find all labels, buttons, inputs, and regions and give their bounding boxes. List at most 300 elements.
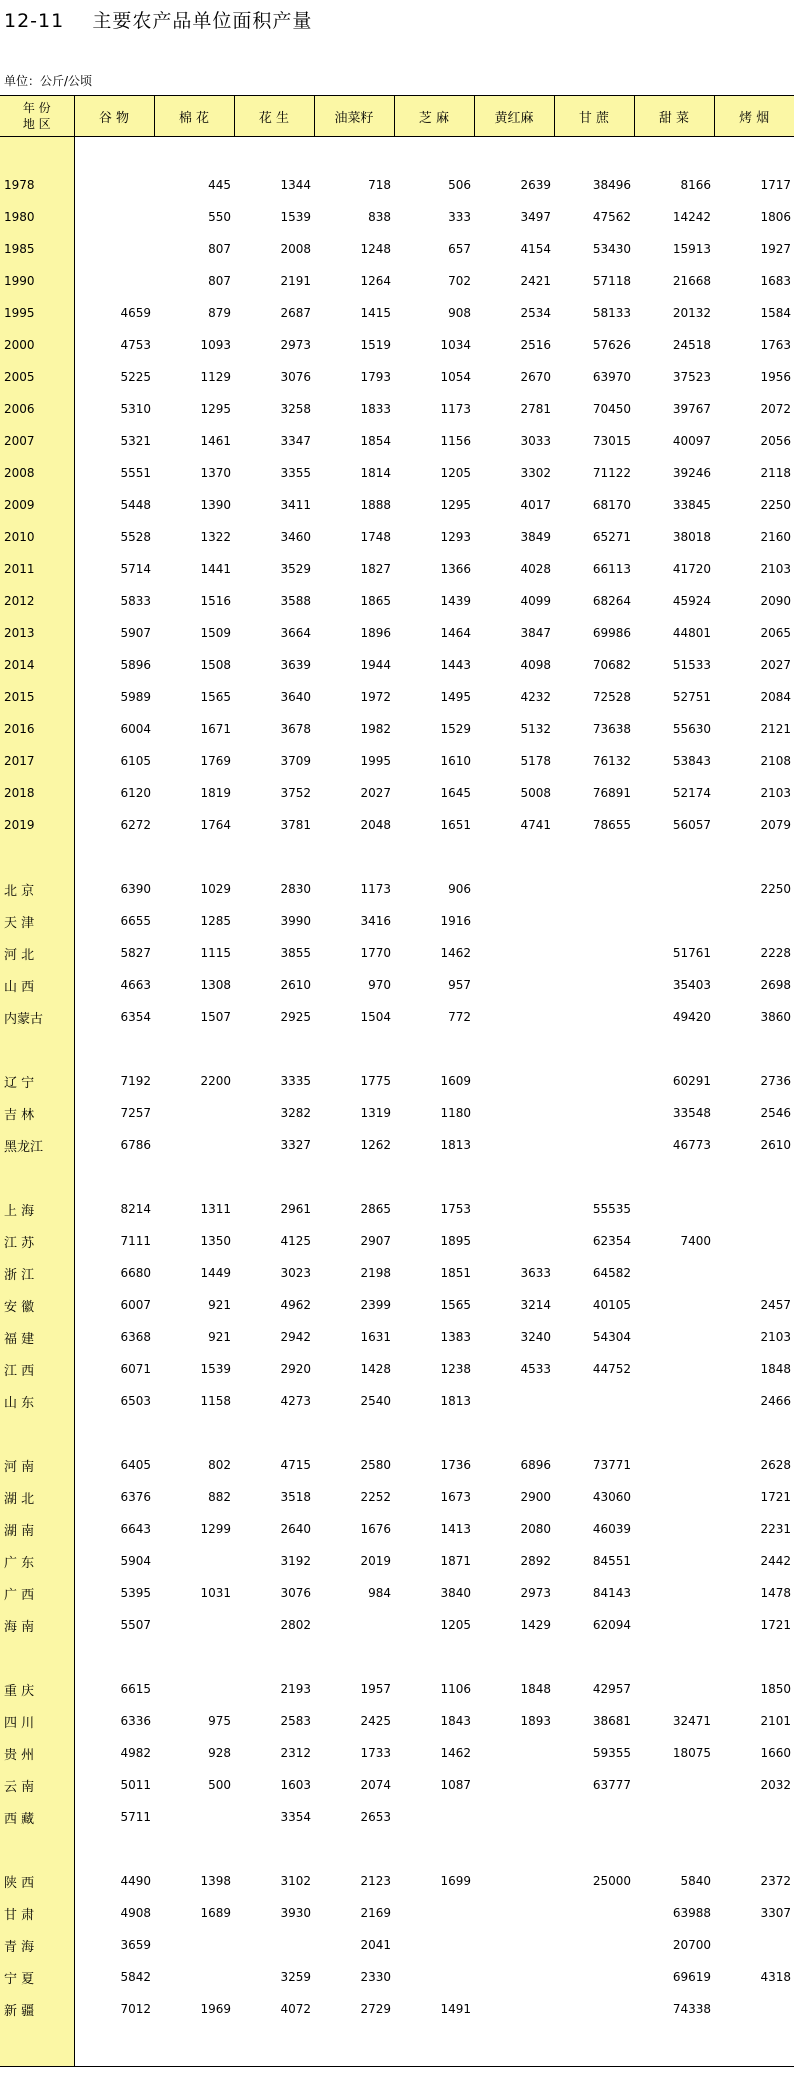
region-row <box>0 1769 794 1801</box>
spacer-cell <box>554 841 634 873</box>
value-cell: 68264 <box>592 594 631 608</box>
value-cell: 5178 <box>520 754 551 768</box>
value-cell: 957 <box>448 978 471 992</box>
value-cell: 970 <box>368 978 391 992</box>
spacer-cell <box>554 1833 634 1865</box>
value-cell: 70682 <box>592 658 631 672</box>
value-cell: 1748 <box>360 530 391 544</box>
value-cell: 52751 <box>672 690 711 704</box>
value-cell: 2399 <box>360 1298 391 1312</box>
region-row <box>0 1225 794 1257</box>
col-header-grain: 谷 物 <box>74 96 154 137</box>
value-cell: 657 <box>448 242 471 256</box>
spacer-row-group <box>0 1641 794 1673</box>
region-row <box>0 1065 794 1097</box>
region-label: 四 川 <box>0 1705 74 1737</box>
value-cell: 802 <box>208 1458 231 1472</box>
value-cell: 39767 <box>672 402 711 416</box>
value-cell: 2781 <box>520 402 551 416</box>
value-cell: 2027 <box>360 786 391 800</box>
value-cell: 2250 <box>760 882 791 896</box>
value-cell <box>474 1385 554 1417</box>
value-cell: 3282 <box>280 1106 311 1120</box>
value-cell: 6643 <box>120 1522 151 1536</box>
value-cell <box>154 1097 234 1129</box>
value-cell: 1764 <box>200 818 231 832</box>
value-cell: 1248 <box>360 242 391 256</box>
year-label: 2018 <box>0 777 74 809</box>
year-label: 2016 <box>0 713 74 745</box>
value-cell: 51761 <box>672 946 711 960</box>
end-cell <box>474 2025 554 2067</box>
value-cell: 6680 <box>120 1266 151 1280</box>
value-cell: 4741 <box>520 818 551 832</box>
value-cell: 2516 <box>520 338 551 352</box>
value-cell <box>474 905 554 937</box>
region-label: 新 疆 <box>0 1993 74 2025</box>
value-cell: 1415 <box>360 306 391 320</box>
spacer-cell <box>154 1417 234 1449</box>
value-cell <box>634 1385 714 1417</box>
col-header-sugarcane: 甘 蔗 <box>554 96 634 137</box>
value-cell: 3327 <box>280 1138 311 1152</box>
value-cell: 1519 <box>360 338 391 352</box>
spacer-cell <box>74 1033 154 1065</box>
col-header-tobacco: 烤 烟 <box>714 96 794 137</box>
value-cell: 2118 <box>760 466 791 480</box>
end-cell <box>554 2025 634 2067</box>
value-cell: 2540 <box>360 1394 391 1408</box>
value-cell: 2200 <box>200 1074 231 1088</box>
value-cell: 78655 <box>592 818 631 832</box>
region-label: 浙 江 <box>0 1257 74 1289</box>
value-cell <box>474 1097 554 1129</box>
value-cell: 14242 <box>672 210 711 224</box>
value-cell <box>634 1289 714 1321</box>
value-cell <box>554 905 634 937</box>
region-label: 辽 宁 <box>0 1065 74 1097</box>
region-label: 贵 州 <box>0 1737 74 1769</box>
spacer-label-cell <box>0 1833 74 1865</box>
value-cell: 3347 <box>280 434 311 448</box>
value-cell: 1491 <box>440 2002 471 2016</box>
value-cell: 1895 <box>440 1234 471 1248</box>
value-cell: 1449 <box>200 1266 231 1280</box>
value-cell <box>474 1737 554 1769</box>
value-cell: 4982 <box>120 1746 151 1760</box>
spacer-cell <box>634 841 714 873</box>
value-cell: 1775 <box>360 1074 391 1088</box>
region-label: 甘 肃 <box>0 1897 74 1929</box>
value-cell <box>714 1225 794 1257</box>
value-cell: 1944 <box>360 658 391 672</box>
spacer-cell <box>634 1033 714 1065</box>
value-cell: 2920 <box>280 1362 311 1376</box>
value-cell: 1173 <box>440 402 471 416</box>
spacer-cell <box>234 1417 314 1449</box>
value-cell: 56057 <box>672 818 711 832</box>
value-cell: 1238 <box>440 1362 471 1376</box>
col-header-beet: 甜 菜 <box>634 96 714 137</box>
value-cell: 1893 <box>520 1714 551 1728</box>
value-cell: 71122 <box>592 466 631 480</box>
value-cell: 5310 <box>120 402 151 416</box>
value-cell: 3102 <box>280 1874 311 1888</box>
value-cell: 38496 <box>592 178 631 192</box>
value-cell <box>634 1769 714 1801</box>
value-cell: 3849 <box>520 530 551 544</box>
value-cell: 3930 <box>280 1906 311 1920</box>
value-cell: 20132 <box>672 306 711 320</box>
value-cell: 3588 <box>280 594 311 608</box>
spacer-cell <box>154 137 234 170</box>
value-cell: 1295 <box>440 498 471 512</box>
value-cell <box>314 1609 394 1641</box>
value-cell <box>554 1129 634 1161</box>
value-cell: 1173 <box>360 882 391 896</box>
spacer-cell <box>234 1161 314 1193</box>
value-cell: 2583 <box>280 1714 311 1728</box>
stub-header-year: 年 份 <box>22 101 51 115</box>
value-cell: 2907 <box>360 1234 391 1248</box>
year-row <box>0 489 794 521</box>
spacer-cell <box>394 1833 474 1865</box>
value-cell: 7012 <box>120 2002 151 2016</box>
year-row <box>0 649 794 681</box>
value-cell: 57626 <box>592 338 631 352</box>
spacer-cell <box>234 841 314 873</box>
col-header-sesame: 芝 麻 <box>394 96 474 137</box>
value-cell: 3709 <box>280 754 311 768</box>
value-cell: 1129 <box>200 370 231 384</box>
value-cell: 2072 <box>760 402 791 416</box>
table-end-row <box>0 2025 794 2067</box>
value-cell: 8166 <box>680 178 711 192</box>
value-cell <box>714 1993 794 2025</box>
value-cell: 1671 <box>200 722 231 736</box>
value-cell: 4028 <box>520 562 551 576</box>
value-cell: 879 <box>208 306 231 320</box>
region-row <box>0 1289 794 1321</box>
value-cell: 1833 <box>360 402 391 416</box>
year-label: 2008 <box>0 457 74 489</box>
value-cell <box>474 1897 554 1929</box>
value-cell: 20700 <box>672 1938 711 1952</box>
region-label: 上 海 <box>0 1193 74 1225</box>
value-cell: 1087 <box>440 1778 471 1792</box>
value-cell: 1158 <box>200 1394 231 1408</box>
value-cell: 69619 <box>672 1970 711 1984</box>
value-cell: 3640 <box>280 690 311 704</box>
value-cell: 2121 <box>760 722 791 736</box>
value-cell: 1308 <box>200 978 231 992</box>
region-row <box>0 1129 794 1161</box>
value-cell: 2250 <box>760 498 791 512</box>
value-cell: 3258 <box>280 402 311 416</box>
value-cell: 1262 <box>360 1138 391 1152</box>
value-cell: 5321 <box>120 434 151 448</box>
value-cell <box>74 169 154 201</box>
value-cell: 2442 <box>760 1554 791 1568</box>
region-row <box>0 1929 794 1961</box>
value-cell: 5904 <box>120 1554 151 1568</box>
value-cell <box>74 233 154 265</box>
value-cell: 72528 <box>592 690 631 704</box>
region-label: 江 苏 <box>0 1225 74 1257</box>
value-cell <box>554 1929 634 1961</box>
value-cell: 4017 <box>520 498 551 512</box>
value-cell: 2312 <box>280 1746 311 1760</box>
region-row <box>0 905 794 937</box>
value-cell: 6390 <box>120 882 151 896</box>
value-cell: 2425 <box>360 1714 391 1728</box>
value-cell: 2103 <box>760 562 791 576</box>
value-cell: 1299 <box>200 1522 231 1536</box>
region-label: 黑龙江 <box>0 1129 74 1161</box>
value-cell: 2802 <box>280 1618 311 1632</box>
year-row <box>0 681 794 713</box>
spacer-cell <box>394 1417 474 1449</box>
yield-table-container <box>0 95 794 2067</box>
value-cell: 1529 <box>440 722 471 736</box>
value-cell: 4659 <box>120 306 151 320</box>
value-cell <box>554 1001 634 1033</box>
value-cell: 1516 <box>200 594 231 608</box>
region-row <box>0 1001 794 1033</box>
value-cell: 2546 <box>760 1106 791 1120</box>
value-cell: 1721 <box>760 1618 791 1632</box>
region-row <box>0 1801 794 1833</box>
spacer-cell <box>474 1641 554 1673</box>
value-cell: 928 <box>208 1746 231 1760</box>
spacer-cell <box>394 137 474 170</box>
value-cell <box>474 1193 554 1225</box>
end-cell <box>714 2025 794 2067</box>
value-cell <box>634 1577 714 1609</box>
year-label: 1980 <box>0 201 74 233</box>
end-label-cell <box>0 2025 74 2067</box>
value-cell: 1916 <box>440 914 471 928</box>
value-cell: 807 <box>208 274 231 288</box>
value-cell: 39246 <box>672 466 711 480</box>
value-cell <box>634 1513 714 1545</box>
year-row <box>0 233 794 265</box>
value-cell: 2228 <box>760 946 791 960</box>
value-cell: 2079 <box>760 818 791 832</box>
value-cell: 2123 <box>360 1874 391 1888</box>
value-cell: 5008 <box>520 786 551 800</box>
year-label: 2015 <box>0 681 74 713</box>
end-cell <box>154 2025 234 2067</box>
value-cell: 60291 <box>672 1074 711 1088</box>
value-cell <box>714 905 794 937</box>
spacer-cell <box>554 1641 634 1673</box>
year-row <box>0 265 794 297</box>
value-cell: 3023 <box>280 1266 311 1280</box>
value-cell <box>634 905 714 937</box>
header-row <box>0 96 794 137</box>
value-cell: 4490 <box>120 1874 151 1888</box>
year-row <box>0 393 794 425</box>
value-cell: 1264 <box>360 274 391 288</box>
spacer-cell <box>74 1417 154 1449</box>
value-cell: 1813 <box>440 1138 471 1152</box>
spacer-cell <box>634 1833 714 1865</box>
value-cell: 1689 <box>200 1906 231 1920</box>
value-cell: 45924 <box>672 594 711 608</box>
value-cell: 1982 <box>360 722 391 736</box>
year-row <box>0 297 794 329</box>
value-cell: 55630 <box>672 722 711 736</box>
spacer-cell <box>474 1417 554 1449</box>
value-cell: 1539 <box>280 210 311 224</box>
year-row <box>0 713 794 745</box>
value-cell: 63777 <box>592 1778 631 1792</box>
region-row <box>0 1865 794 1897</box>
value-cell: 2019 <box>360 1554 391 1568</box>
value-cell: 2032 <box>760 1778 791 1792</box>
value-cell: 5448 <box>120 498 151 512</box>
unit-label: 单位：公斤/公顷 <box>4 74 93 88</box>
year-row <box>0 809 794 841</box>
value-cell: 1285 <box>200 914 231 928</box>
value-cell: 3192 <box>280 1554 311 1568</box>
region-label: 内蒙古 <box>0 1001 74 1033</box>
value-cell: 908 <box>448 306 471 320</box>
value-cell <box>154 1929 234 1961</box>
value-cell: 1054 <box>440 370 471 384</box>
value-cell <box>474 873 554 905</box>
spacer-row-group <box>0 1161 794 1193</box>
region-row <box>0 873 794 905</box>
value-cell: 18075 <box>672 1746 711 1760</box>
value-cell: 1848 <box>520 1682 551 1696</box>
value-cell: 2027 <box>760 658 791 672</box>
value-cell: 3990 <box>280 914 311 928</box>
spacer-cell <box>394 1161 474 1193</box>
value-cell: 24518 <box>672 338 711 352</box>
value-cell: 3076 <box>280 1586 311 1600</box>
value-cell: 2008 <box>280 242 311 256</box>
region-row <box>0 1673 794 1705</box>
region-label: 天 津 <box>0 905 74 937</box>
value-cell: 55535 <box>592 1202 631 1216</box>
value-cell: 5827 <box>120 946 151 960</box>
value-cell: 5896 <box>120 658 151 672</box>
value-cell <box>474 1225 554 1257</box>
value-cell: 1565 <box>440 1298 471 1312</box>
value-cell: 1927 <box>760 242 791 256</box>
value-cell: 4715 <box>280 1458 311 1472</box>
value-cell: 3664 <box>280 626 311 640</box>
value-cell: 6007 <box>120 1298 151 1312</box>
spacer-cell <box>314 841 394 873</box>
value-cell: 1508 <box>200 658 231 672</box>
spacer-cell <box>554 1033 634 1065</box>
region-label: 云 南 <box>0 1769 74 1801</box>
value-cell: 2942 <box>280 1330 311 1344</box>
value-cell: 1413 <box>440 1522 471 1536</box>
spacer-cell <box>394 1033 474 1065</box>
value-cell: 68170 <box>592 498 631 512</box>
value-cell: 2457 <box>760 1298 791 1312</box>
value-cell: 2330 <box>360 1970 391 1984</box>
region-row <box>0 937 794 969</box>
value-cell: 3259 <box>280 1970 311 1984</box>
value-cell: 3518 <box>280 1490 311 1504</box>
year-row <box>0 361 794 393</box>
region-row <box>0 1961 794 1993</box>
value-cell <box>554 1097 634 1129</box>
value-cell <box>474 1993 554 2025</box>
value-cell: 1827 <box>360 562 391 576</box>
spacer-cell <box>394 841 474 873</box>
value-cell: 5132 <box>520 722 551 736</box>
value-cell <box>474 937 554 969</box>
region-row <box>0 1993 794 2025</box>
value-cell: 3411 <box>280 498 311 512</box>
value-cell: 32471 <box>672 1714 711 1728</box>
value-cell: 2639 <box>520 178 551 192</box>
spacer-row-group <box>0 1833 794 1865</box>
end-cell <box>74 2025 154 2067</box>
value-cell: 5842 <box>120 1970 151 1984</box>
value-cell: 3855 <box>280 946 311 960</box>
value-cell: 1660 <box>760 1746 791 1760</box>
spacer-label-cell <box>0 1161 74 1193</box>
value-cell: 5551 <box>120 466 151 480</box>
spacer-cell <box>314 1641 394 1673</box>
value-cell: 3752 <box>280 786 311 800</box>
value-cell: 1848 <box>760 1362 791 1376</box>
region-row <box>0 1385 794 1417</box>
spacer-cell <box>154 841 234 873</box>
value-cell <box>554 1961 634 1993</box>
spacer-cell <box>474 1033 554 1065</box>
value-cell: 76132 <box>592 754 631 768</box>
value-cell: 8214 <box>120 1202 151 1216</box>
value-cell: 43060 <box>592 1490 631 1504</box>
value-cell: 2080 <box>520 1522 551 1536</box>
value-cell: 1319 <box>360 1106 391 1120</box>
value-cell: 63970 <box>592 370 631 384</box>
value-cell: 53843 <box>672 754 711 768</box>
value-cell: 1584 <box>760 306 791 320</box>
value-cell: 3860 <box>760 1010 791 1024</box>
value-cell: 1843 <box>440 1714 471 1728</box>
value-cell <box>554 1897 634 1929</box>
value-cell: 62354 <box>592 1234 631 1248</box>
value-cell: 3354 <box>280 1810 311 1824</box>
value-cell: 2736 <box>760 1074 791 1088</box>
value-cell: 2687 <box>280 306 311 320</box>
year-row <box>0 745 794 777</box>
value-cell: 6405 <box>120 1458 151 1472</box>
value-cell: 7192 <box>120 1074 151 1088</box>
spacer-cell <box>234 1033 314 1065</box>
value-cell: 46039 <box>592 1522 631 1536</box>
region-label: 陕 西 <box>0 1865 74 1897</box>
value-cell: 2421 <box>520 274 551 288</box>
value-cell: 25000 <box>592 1874 631 1888</box>
value-cell: 4663 <box>120 978 151 992</box>
value-cell: 2252 <box>360 1490 391 1504</box>
value-cell: 57118 <box>592 274 631 288</box>
page-title: 12-11 主要农产品单位面积产量 <box>4 10 313 32</box>
value-cell: 64582 <box>592 1266 631 1280</box>
value-cell: 1888 <box>360 498 391 512</box>
value-cell: 51533 <box>672 658 711 672</box>
